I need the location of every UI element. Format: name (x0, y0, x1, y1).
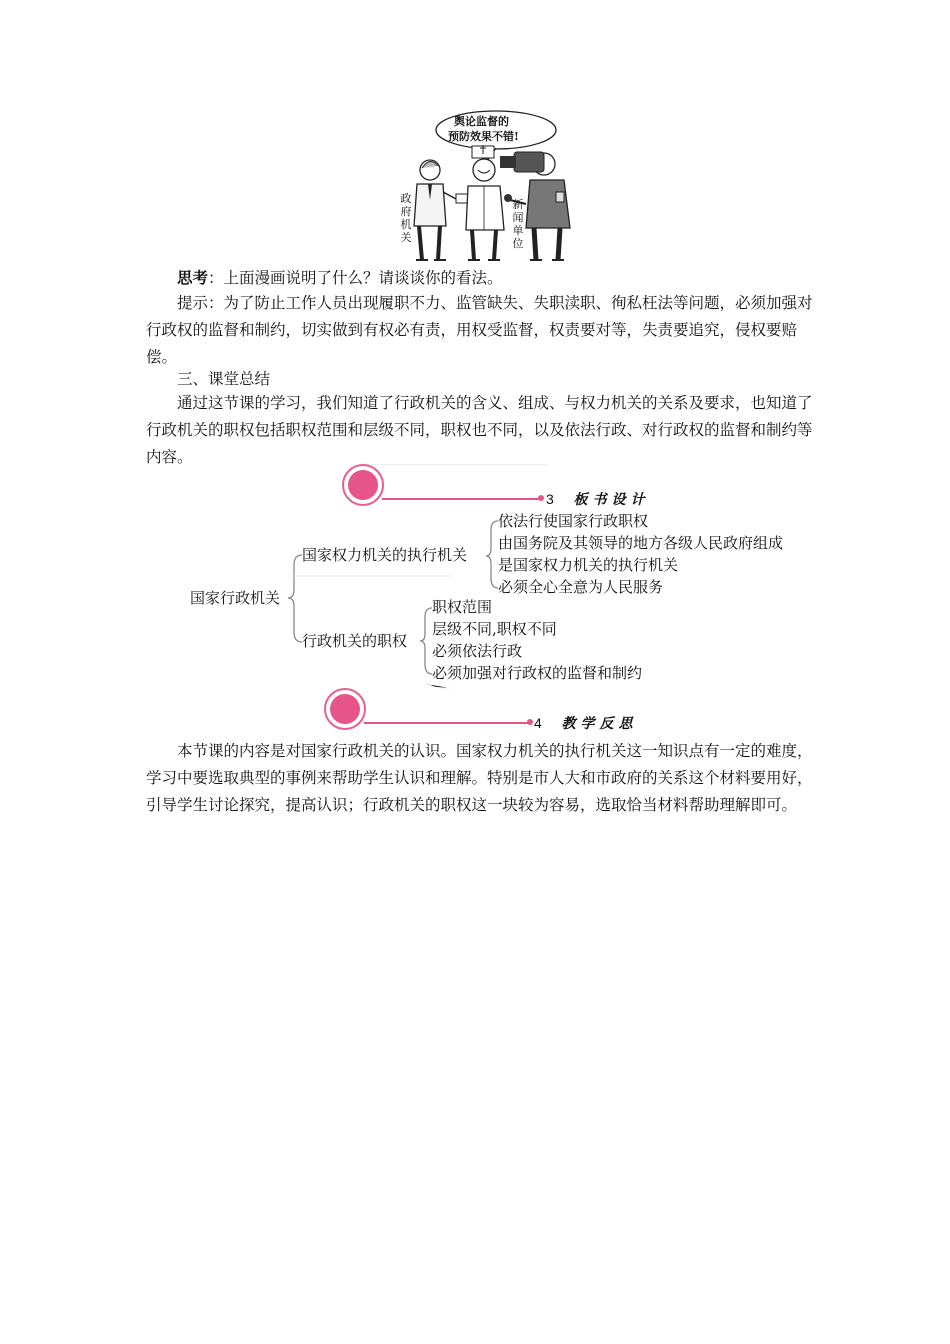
hint-paragraph: 提示：为了防止工作人员出现履职不力、监管缺失、失职渎职、徇私枉法等问题，必须加强对行政权的监督和制约，切实做到有权必有责，用权受监督，权责要对等，失责要追究，侵权要赔偿。 (146, 294, 813, 366)
mindmap-branch-2-item-2: 层级不同,职权不同 (432, 620, 557, 638)
section-4-circle-icon (324, 688, 366, 730)
mindmap-branch-2-item-3: 必须依法行政 (432, 642, 523, 660)
section-4-title-text: 教学反思 (561, 716, 638, 732)
mindmap-root: 国家行政机关 (190, 589, 281, 607)
section-3-title-text: 板书设计 (573, 492, 650, 508)
section-header-4 (324, 688, 644, 738)
mindmap-branch-1: 国家权力机关的执行机关 (302, 546, 468, 564)
think-label: 思考 (177, 268, 209, 287)
mindmap-branch-1-item-1: 依法行使国家行政职权 (498, 512, 649, 530)
label-government: 政府机关 (400, 192, 412, 244)
mindmap-branch-1-item-3: 是国家权力机关的执行机关 (498, 556, 679, 574)
summary-heading: 三、课堂总结 (177, 370, 271, 388)
mindmap-branch-1-item-4: 必须全心全意为人民服务 (498, 578, 664, 596)
section-4-rule (364, 722, 530, 724)
mindmap-branch-1-item-2: 由国务院及其领导的地方各级人民政府组成 (498, 534, 784, 552)
bubble-line-2: 预防效果不错! (448, 130, 519, 143)
section-4-number: 4 (534, 715, 542, 731)
summary-paragraph: 通过这节课的学习，我们知道了行政机关的含义、组成、与权力机关的关系及要求，也知道了行政机关的职权包括职权范围和层级不同，职权也不同，以及依法行政、对行政权的监督和制约等内容。 (146, 394, 813, 466)
section-4-dot (527, 719, 533, 725)
think-text: ：上面漫画说明了什么？请谈谈你的看法。 (208, 269, 503, 287)
bubble-line-1: 舆论监督的 (454, 115, 509, 128)
section-4-title (534, 713, 638, 733)
reflection-paragraph: 本节课的内容是对国家行政机关的认识。国家权力机关的执行机关这一知识点有一定的难度，学习中要选取典型的事例来帮助学生认识和理解。特别是市人大和市政府的关系这个材料要用好，引导学生讨论探究，提高认识；行政机关的职权这一块较为容易，选取恰当材料帮助理解即可。 (146, 742, 813, 814)
mindmap-branch-2-item-1: 职权范围 (432, 598, 493, 616)
section-3-number: 3 (546, 491, 554, 507)
mindmap-branch-2: 行政机关的职权 (302, 632, 408, 650)
label-press: 新闻单位 (512, 198, 524, 250)
mindmap-branch-2-item-4: 必须加强对行政权的监督和制约 (432, 664, 643, 682)
